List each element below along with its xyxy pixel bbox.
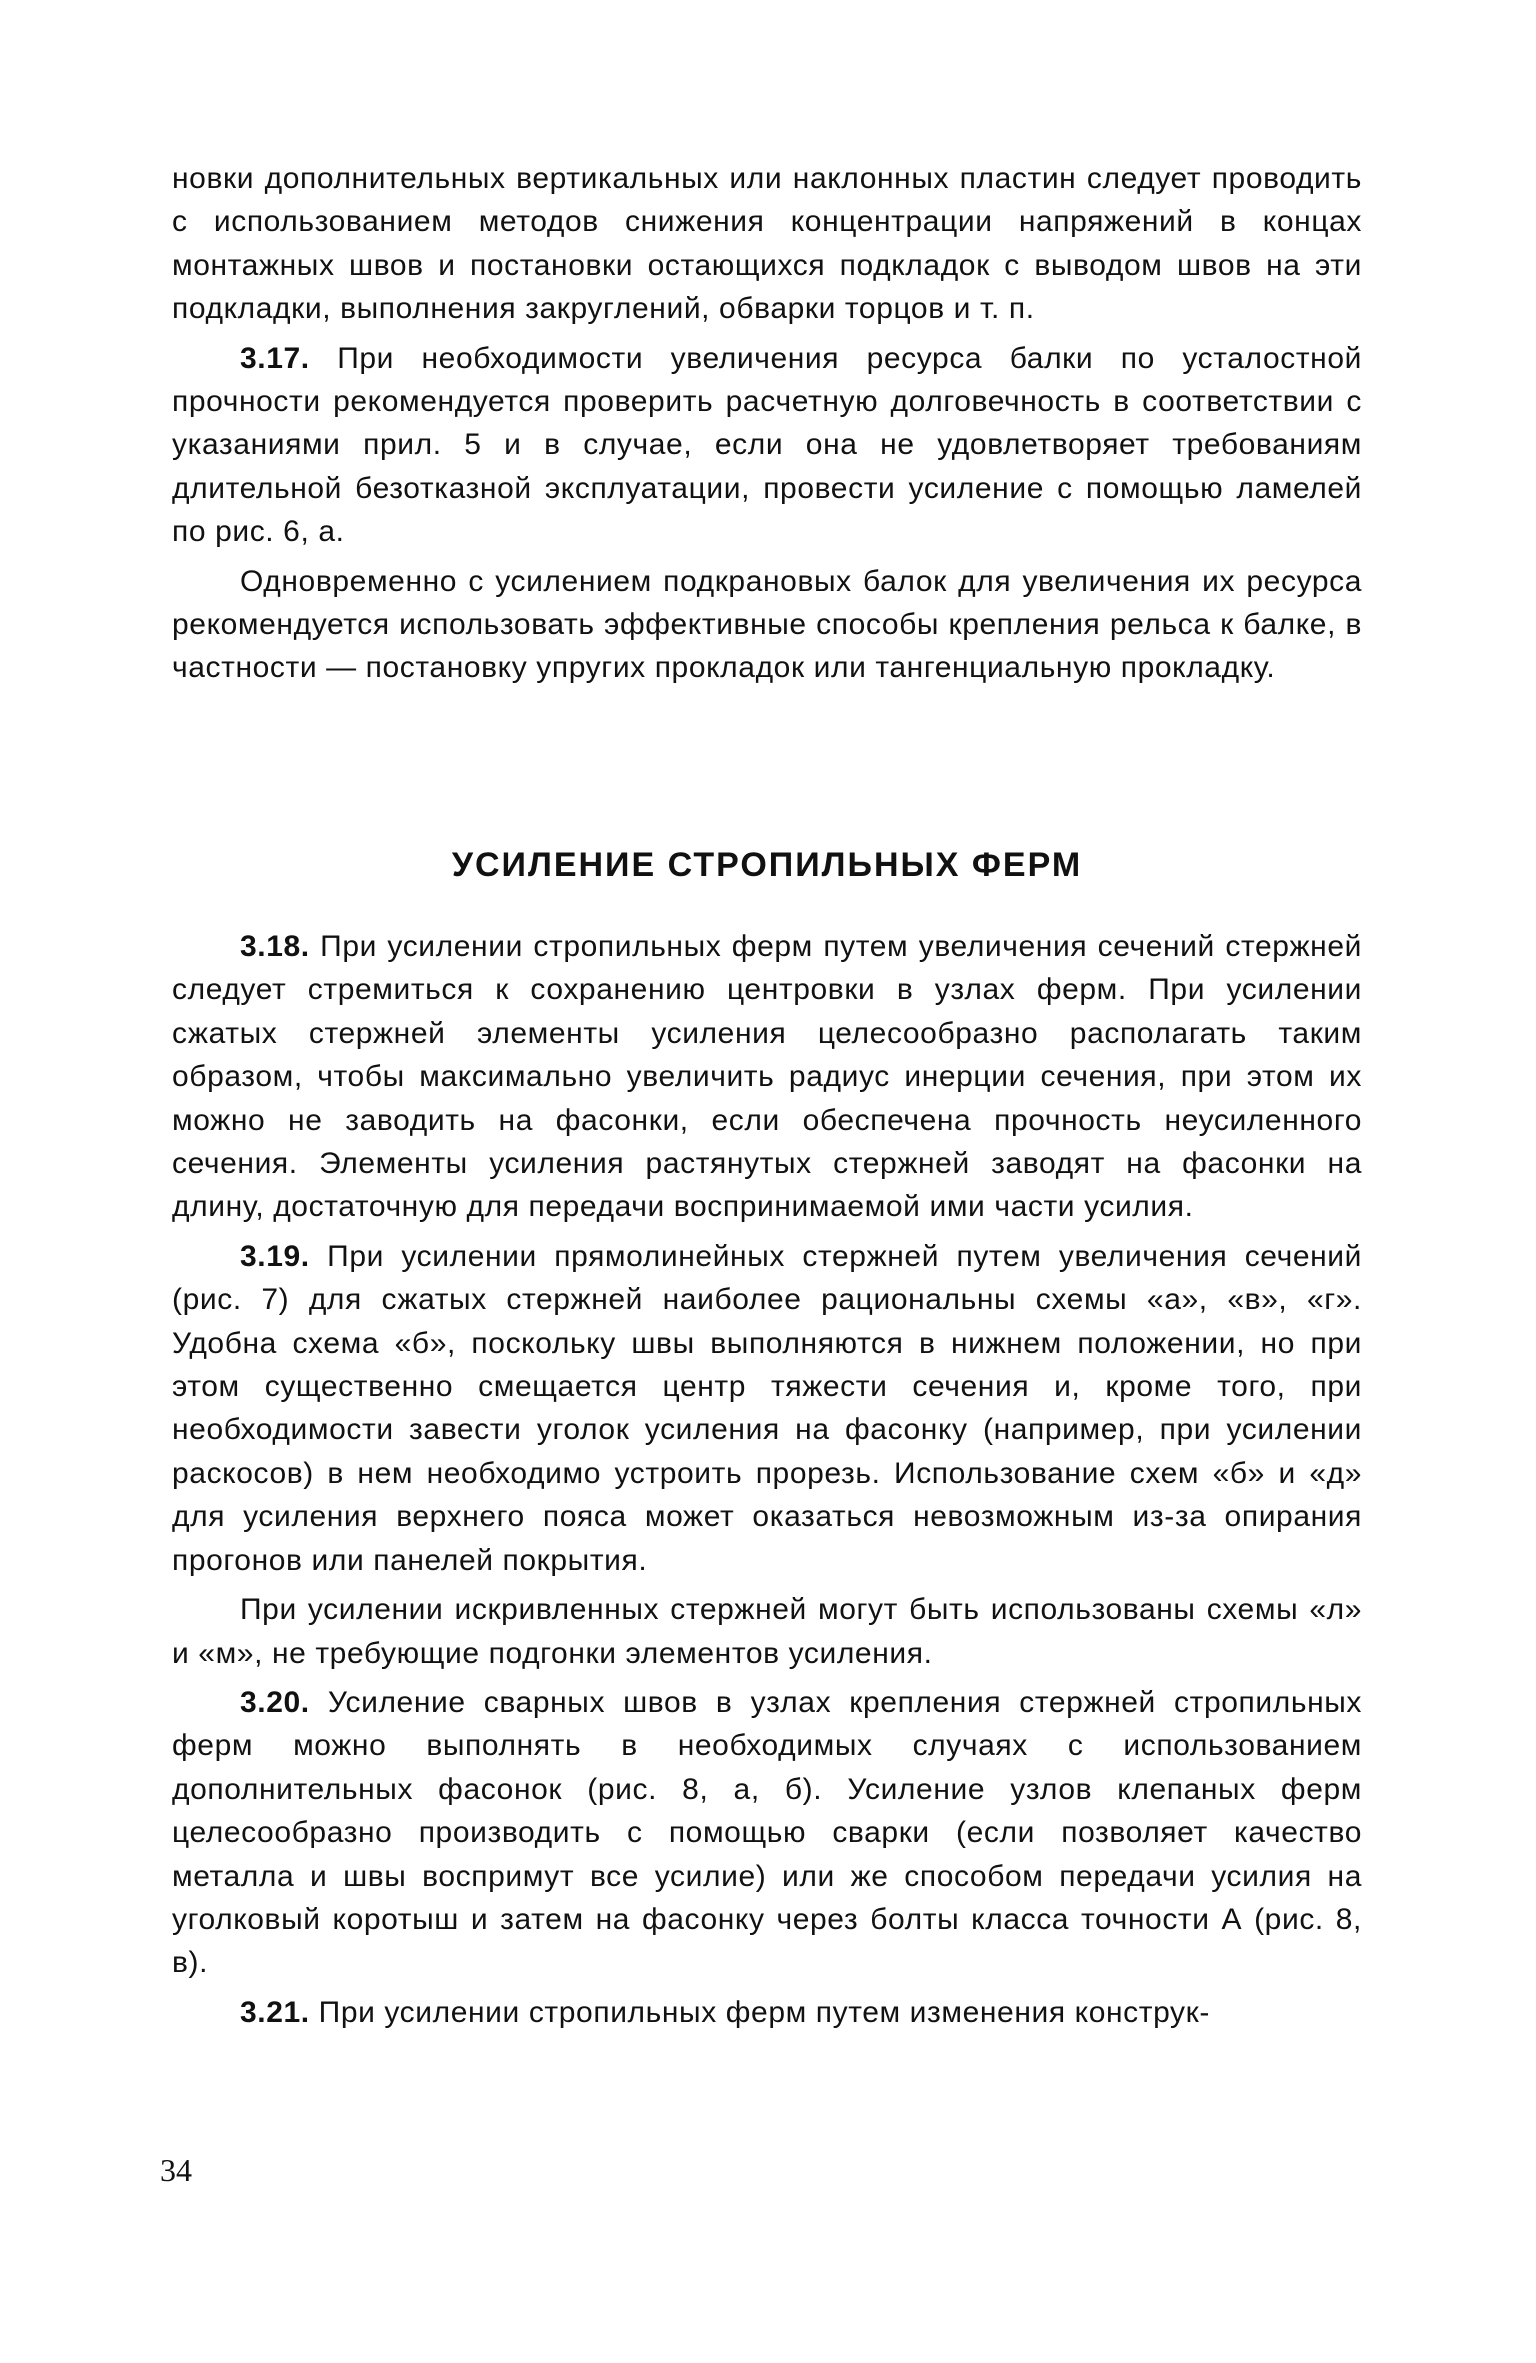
clause-number: 3.18. [240,930,310,963]
paragraph-3-18: 3.18. При усилении стропильных ферм путем увеличения сечений стержней следует стремиться к сохранению центровки в узлах ферм. При усилении сжатых стержней элементы усиления целесообразно располагать таким образом, чтобы максимально увеличить радиус инерции сечения, при этом их можно не заводить на фасонки, если обеспечена прочность неусиленного сечения. Элементы усиления растянутых стержней заводят на фасонки на длину, достаточную для передачи воспринимаемой ими части усилия. [172,930,1362,1224]
clause-number: 3.20. [240,1685,310,1719]
text-section-bottom [172,925,1362,2034]
clause-number: 3.21. [240,1995,310,2029]
paragraph-curved-rods: При усилении искривленных стержней могут быть использованы схемы «л» и «м», не требующие подгонки элементов усиления. [172,1593,1362,1670]
section-heading: УСИЛЕНИЕ СТРОПИЛЬНЫХ ФЕРМ [451,846,1083,884]
paragraph-3-21: 3.21. При усилении стропильных ферм путем изменения конструк- [240,1995,1210,2029]
paragraph-3-20: 3.20. Усиление сварных швов в узлах крепления стержней стропильных ферм можно выполнять в необходимых случаях с использованием дополнительных фасонок (рис. 8, а, б). Усиление узлов клепаных ферм целесообразно производить с помощью сварки (если позволяет качество металла и швы воспримут все усилие) или же способом передачи усилия на уголковый коротыш и затем на фасонку через болты класса точности А (рис. 8, в). [172,1685,1362,1980]
paragraph-3-19: 3.19. При усилении прямолинейных стержней путем увеличения сечений (рис. 7) для сжатых стержней наиболее рациональны схемы «а», «в», «г». Удобна схема «б», поскольку швы выполняются в нижнем положении, но при этом существенно смещается центр тяжести сечения и, кроме того, при необходимости завести уголок усиления на фасонку (например, при усилении раскосов) в нем необходимо устроить прорезь. Использование схем «б» и «д» для усиления верхнего пояса может оказаться невозможным из-за опирания прогонов или панелей покрытия. [172,1239,1362,1577]
text-section-top [172,157,1362,690]
paragraph-rail-fastening: Одновременно с усилением подкрановых балок для увеличения их ресурса рекомендуется использовать эффективные способы крепления рельса к балке, в частности — постановку упругих прокладок или тангенциальную прокладку. [172,564,1362,685]
paragraph-continued: новки дополнительных вертикальных или наклонных пластин следует проводить с использованием методов снижения концентрации напряжений в концах монтажных швов и постановки остающихся подкладок с выводом швов на эти подкладки, выполнения закруглений, обварки торцов и т. п. [172,162,1362,326]
page-number: 34 [160,2152,192,2188]
clause-number: 3.17. [240,341,310,375]
clause-number: 3.19. [240,1239,310,1273]
paragraph-3-17: 3.17. При необходимости увеличения ресурса балки по усталостной прочности рекомендуется проверить расчетную долговечность в соответствии с указаниями прил. 5 и в случае, если она не удовлетворяет требованиям длительной безотказной эксплуатации, провести усиление с помощью ламелей по рис. 6, а. [172,341,1362,549]
